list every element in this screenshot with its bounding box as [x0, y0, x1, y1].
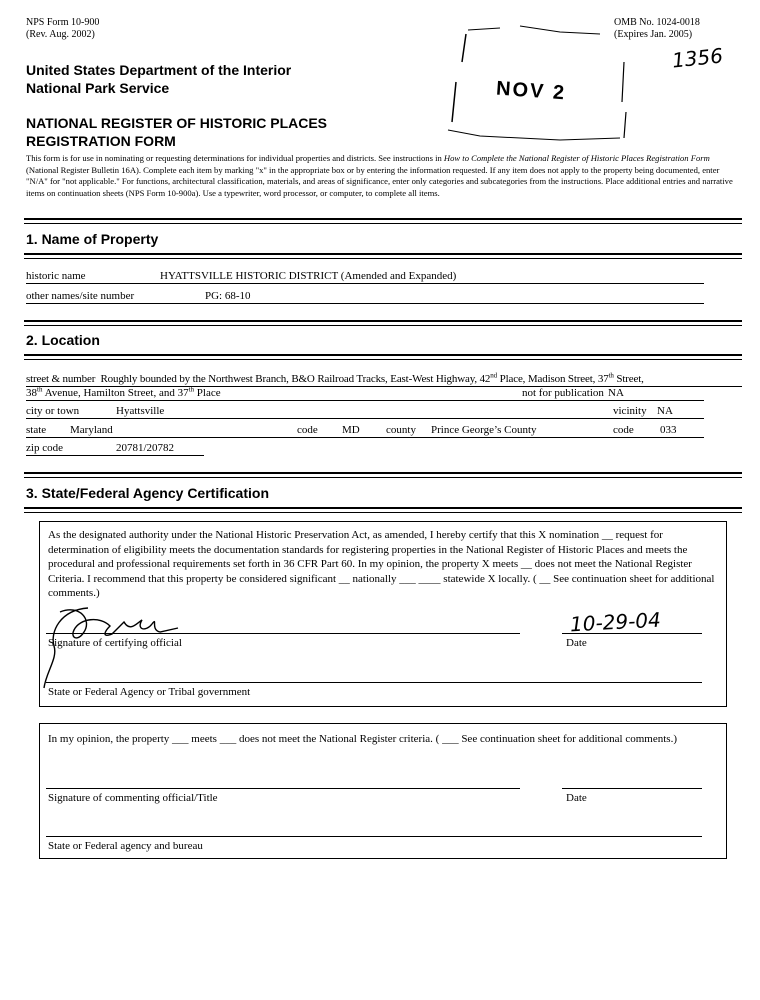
- form-title-line2: REGISTRATION FORM: [26, 133, 176, 149]
- state-underline: [26, 424, 704, 438]
- other-names-underline: [26, 290, 704, 304]
- certification-text: As the designated authority under the National Historic Preservation Act, as amended, I hereby certify that this X nomination __ request for determination of eligibility meets the documentation standards for registering properties in the National Register of Historic Places and meets the procedural and professional requirements set forth in 36 CFR Part 60. In my opinion, the property X meets __ does not meet the National Register Criteria. I recommend that this property be considered significant __ nationally ___ ____ statewide X locally. ( __ See continuation sheet for additional comments.): [48, 529, 715, 599]
- other-names-label: other names/site number: [26, 290, 135, 302]
- divider: [24, 320, 742, 322]
- divider: [24, 512, 742, 513]
- divider: [24, 253, 742, 255]
- section-2-title: 2. Location: [26, 332, 100, 348]
- divider: [24, 223, 742, 224]
- zip-field[interactable]: 20781/20782: [116, 442, 175, 454]
- handwritten-reference-number: 1356: [670, 43, 725, 73]
- instructions-paragraph: This form is for use in nominating or requesting determinations for individual properties and districts. See instructions in How to Complete the National Register of Historic Places Registration Form (National Register Bulletin 16A). Complete each item by marking "x" in the appropriate box or by entering the information requested. If any item does not apply to the property being documented, enter "N/A" for "not applicable." For functions, architectural classification, materials, and areas of significance, enter only categories and subcategories from the instructions. Place additional entries and narrative items on continuation sheets (NPS Form 10-900a). Use a typewriter, word processor, or computer, to complete all items.: [26, 153, 733, 198]
- vicinity-field[interactable]: NA: [657, 405, 673, 417]
- handwritten-signature: [40, 602, 200, 692]
- bureau-line: [46, 836, 702, 837]
- divider: [24, 477, 742, 478]
- city-label: city or town: [26, 405, 80, 417]
- divider: [24, 354, 742, 356]
- city-field[interactable]: Hyattsville: [116, 405, 165, 417]
- divider: [24, 472, 742, 474]
- omb-number: OMB No. 1024-0018: [614, 17, 700, 28]
- divider: [24, 507, 742, 509]
- agency-line: [46, 682, 702, 683]
- street-field[interactable]: Roughly bounded by the Northwest Branch, B&O Railroad Tracks, East-West Highway, 42nd Place, Madison Street, 37th Street,: [100, 371, 644, 385]
- agency-line1: United States Department of the Interior: [26, 62, 292, 78]
- omb-expiry: (Expires Jan. 2005): [614, 29, 693, 40]
- form-title-line1: NATIONAL REGISTER OF HISTORIC PLACES: [26, 115, 328, 131]
- form-revision: (Rev. Aug. 2002): [26, 29, 95, 40]
- section-3-title: 3. State/Federal Agency Certification: [26, 485, 269, 501]
- commenting-date-label: Date: [566, 792, 587, 804]
- other-names-field[interactable]: PG: 68-10: [205, 290, 251, 302]
- not-for-publication-label: not for publication: [522, 387, 604, 399]
- county-label: county: [386, 424, 416, 436]
- divider: [24, 258, 742, 259]
- divider: [24, 218, 742, 220]
- comment-box: [39, 723, 727, 859]
- form-number: NPS Form 10-900: [26, 17, 100, 28]
- historic-name-label: historic name: [26, 270, 86, 282]
- county-field[interactable]: Prince George’s County: [431, 424, 537, 436]
- zip-label: zip code: [26, 442, 63, 454]
- certifying-signature-label: Signature of certifying official: [48, 637, 182, 649]
- certification-box: [39, 521, 727, 707]
- certifying-date-field[interactable]: 10-29-04: [569, 607, 662, 637]
- state-code-label: code: [297, 424, 318, 436]
- county-code-field[interactable]: 033: [660, 424, 677, 436]
- state-label: state: [26, 424, 47, 436]
- divider: [24, 325, 742, 326]
- opinion-text: In my opinion, the property ___ meets ___ does not meet the National Register criteria. ( ___ See continuation sheet for additional comments.): [48, 733, 677, 745]
- street-field-line2[interactable]: 38th Avenue, Hamilton Street, and 37th Place: [26, 385, 221, 399]
- certifying-date-label: Date: [566, 637, 587, 649]
- not-for-publication-field[interactable]: NA: [608, 387, 624, 399]
- commenting-signature-label: Signature of commenting official/Title: [48, 792, 218, 804]
- bureau-label: State or Federal agency and bureau: [48, 840, 203, 852]
- county-code-label: code: [613, 424, 634, 436]
- state-code-field[interactable]: MD: [342, 424, 360, 436]
- commenting-date-line: [562, 788, 702, 789]
- commenting-signature-line: [46, 788, 520, 789]
- state-field[interactable]: Maryland: [70, 424, 113, 436]
- street-row-1: [26, 373, 760, 386]
- street-label: street & number: [26, 373, 96, 385]
- received-stamp: [440, 22, 630, 142]
- vicinity-label: vicinity: [613, 405, 647, 417]
- historic-name-field[interactable]: HYATTSVILLE HISTORIC DISTRICT (Amended and Expanded): [160, 270, 457, 282]
- agency-label: State or Federal Agency or Tribal government: [48, 686, 251, 698]
- section-1-title: 1. Name of Property: [26, 231, 159, 247]
- agency-line2: National Park Service: [26, 80, 170, 96]
- divider: [24, 359, 742, 360]
- stamp-date: NOV 2: [495, 77, 567, 105]
